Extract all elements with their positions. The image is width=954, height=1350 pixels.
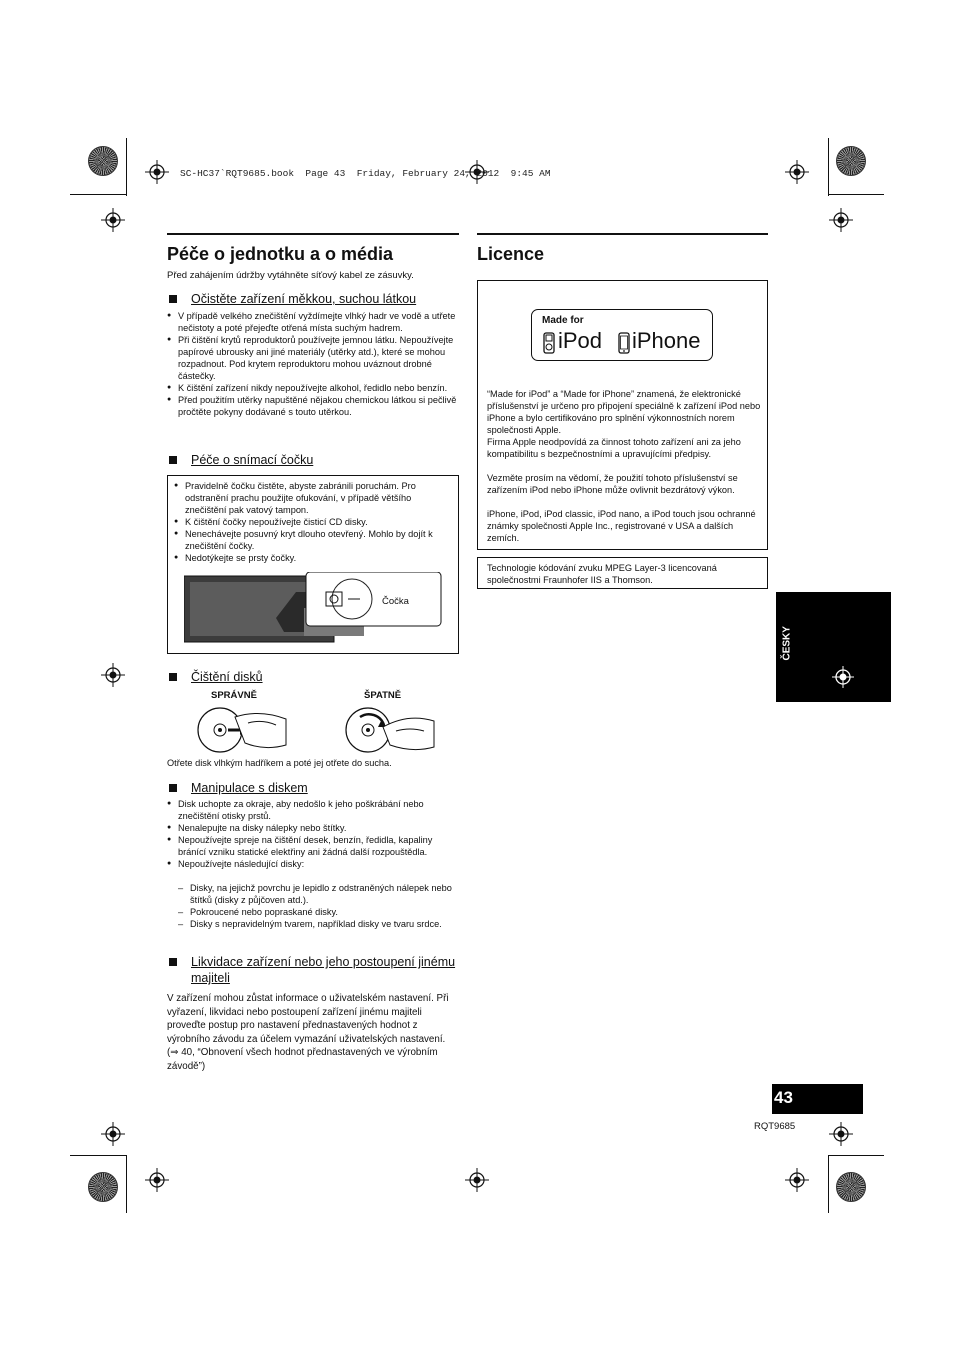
list-item: ● K čištění zařízení nikdy nepoužívejte alkohol, ředidlo nebo benzín.	[167, 382, 459, 394]
registration-mark-icon	[101, 208, 125, 232]
square-bullet-icon	[169, 456, 177, 464]
disc-cleaning-wrong-illustration	[338, 705, 438, 755]
list-item: ● Nenechávejte posuvný kryt dlouho otevřený. Mohlo by dojít k znečištění čočky.	[174, 528, 454, 552]
square-bullet-icon	[169, 958, 177, 966]
list-item: – Pokroucené nebo popraskané disky.	[167, 906, 459, 918]
page-number: 43	[774, 1088, 793, 1107]
square-bullet-icon	[169, 673, 177, 681]
lens-care-list	[174, 480, 454, 564]
license-paragraph: iPhone, iPod, iPod classic, iPod nano, a iPod touch jsou ochranné známky společnosti Apple Inc., registrované v USA a dalších zemích.	[487, 509, 756, 543]
license-paragraph: Vezměte prosím na vědomí, že použití tohoto příslušenství se zařízením iPod nebo iPhone může ovlivnit bezdrátový výkon.	[487, 473, 738, 495]
list-item: ● Při čištění krytů reproduktorů používejte jemnou látku. Nepoužívejte papírové ubrousky ani jiné materiály (utěrky atd.), které se mohou rozpadnout. Pod krytem reproduktoru mohou uváznout drobné částečky.	[167, 334, 459, 382]
disc-exclusion-list	[167, 882, 459, 930]
crop-mark	[70, 1155, 126, 1156]
list-item: ● K čištění čočky nepoužívejte čisticí CD disky.	[174, 516, 454, 528]
registration-mark-icon	[829, 1122, 853, 1146]
wrong-label: ŠPATNĚ	[364, 690, 402, 701]
list-item: ● Nepoužívejte spreje na čištění desek, benzín, ředidla, kapaliny bránící vzniku statické elektřiny ani žádná další rozpouštědla.	[167, 834, 459, 858]
right-section-title: Licence	[477, 244, 545, 264]
correct-label: SPRÁVNĚ	[211, 690, 257, 701]
language-tab-label: ČESKY	[781, 626, 793, 661]
square-bullet-icon	[169, 784, 177, 792]
logo-ipod: iPod	[558, 328, 603, 353]
left-title-rule	[167, 233, 459, 235]
logo-made-for: Made for	[542, 315, 584, 326]
subheading-disc-handling: Manipulace s diskem	[167, 780, 459, 796]
subheading-disc-cleaning: Čištění disků	[167, 669, 459, 685]
crop-mark	[70, 194, 126, 195]
subheading-disposal: Likvidace zařízení nebo jeho postoupení jinému majiteli	[167, 954, 459, 986]
registration-mark-icon	[829, 208, 853, 232]
subheading-cleaning-unit: Očistěte zařízení měkkou, suchou látkou	[167, 291, 459, 307]
made-for-ipod-iphone-logo	[531, 309, 713, 361]
cleaning-unit-list	[167, 310, 459, 418]
list-item: – Disky, na jejichž povrchu je lepidlo z odstraněných nálepek nebo štítků (disky z půjčoven atd.).	[167, 882, 459, 906]
book-header-line: SC-HC37`RQT9685.book Page 43 Friday, February 24, 2012 9:45 AM	[180, 168, 551, 179]
disc-handling-list	[167, 798, 459, 870]
document-code: RQT9685	[754, 1121, 796, 1132]
registration-mark-icon	[785, 160, 809, 184]
license-box	[477, 280, 768, 550]
registration-mark-icon	[465, 1168, 489, 1192]
crop-mark	[828, 1155, 884, 1156]
subheading-lens-care: Péče o snímací čočku	[167, 452, 459, 468]
right-title-rule	[477, 233, 768, 235]
registration-mark-icon	[785, 1168, 809, 1192]
list-item: ● Disk uchopte za okraje, aby nedošlo k jeho poškrábání nebo znečištění otisky prstů.	[167, 798, 459, 822]
mpeg-license-text: Technologie kódování zvuku MPEG Layer-3 licencovaná společnostmi Fraunhofer IIS a Thomson.	[487, 563, 717, 585]
registration-mark-icon	[101, 663, 125, 687]
lens-care-box	[167, 475, 459, 654]
crop-mark	[828, 194, 884, 195]
list-item: ● Před použitím utěrky napuštěné nějakou chemickou látkou si pečlivě pročtěte pokyny dodávané s touto utěrkou.	[167, 394, 459, 418]
disc-cleaning-caption: Otřete disk vlhkým hadříkem a poté jej otřete do sucha.	[167, 758, 392, 768]
registration-mark-icon	[145, 160, 169, 184]
left-section-title: Péče o jednotku a o média	[167, 244, 394, 264]
color-calibration-mark	[836, 146, 866, 176]
license-paragraph: “Made for iPod” a “Made for iPhone” znamená, že elektronické příslušenství je určeno pro připojení speciálně k zařízení iPod nebo iPhone a bylo certifikováno pro splnění výkonnostních norem společnosti Apple.	[487, 389, 761, 435]
registration-mark-icon	[832, 666, 854, 688]
list-item: ● Nepoužívejte následující disky:	[167, 858, 459, 870]
list-item: – Disky s nepravidelným tvarem, například disky ve tvaru srdce.	[167, 918, 459, 930]
list-item: ● V případě velkého znečištění vyždímejte vlhký hadr ve vodě a utřete nečistoty a poté přejeďte otřená místa suchým hadrem.	[167, 310, 459, 334]
license-paragraph: Firma Apple neodpovídá za činnost tohoto zařízení ani za jeho kompatibilitu s bezpečnostními a upravujícími předpisy.	[487, 437, 741, 459]
mpeg-license-box	[477, 557, 768, 589]
color-calibration-mark	[88, 146, 118, 176]
page-number-box	[772, 1084, 863, 1114]
crop-mark	[828, 1155, 829, 1213]
iphone-device-icon	[618, 332, 630, 354]
lens-illustration	[184, 572, 442, 646]
registration-mark-icon	[145, 1168, 169, 1192]
logo-iphone: iPhone	[632, 328, 701, 353]
list-item: ● Nenalepujte na disky nálepky nebo štítky.	[167, 822, 459, 834]
disposal-text: V zařízení mohou zůstat informace o uživatelském nastavení. Při vyřazení, likvidaci nebo postoupení zařízení jinému majiteli proveďte postup pro nastavení přednastavených hodnot z výrobního závodu za účelem vymazání uživatelských nastavení. (⇒ 40, “Obnovení všech hodnot přednastavených ve výrobním závodě”)	[167, 993, 449, 1072]
ipod-device-icon	[543, 332, 555, 354]
color-calibration-mark	[836, 1172, 866, 1202]
list-item: ● Pravidelně čočku čistěte, abyste zabránili poruchám. Pro odstranění prachu použijte ofukování, v případě většího znečištění pak vatový tampon.	[174, 480, 454, 516]
color-calibration-mark	[88, 1172, 118, 1202]
list-item: ● Nedotýkejte se prsty čočky.	[174, 552, 454, 564]
intro-text: Před zahájením údržby vytáhněte síťový kabel ze zásuvky.	[167, 270, 414, 281]
crop-mark	[828, 138, 829, 196]
crop-mark	[126, 1155, 127, 1213]
square-bullet-icon	[169, 295, 177, 303]
language-tab	[776, 592, 891, 702]
crop-mark	[126, 138, 127, 196]
disc-cleaning-correct-illustration	[190, 705, 290, 755]
lens-label: Čočka	[382, 596, 409, 607]
registration-mark-icon	[101, 1122, 125, 1146]
